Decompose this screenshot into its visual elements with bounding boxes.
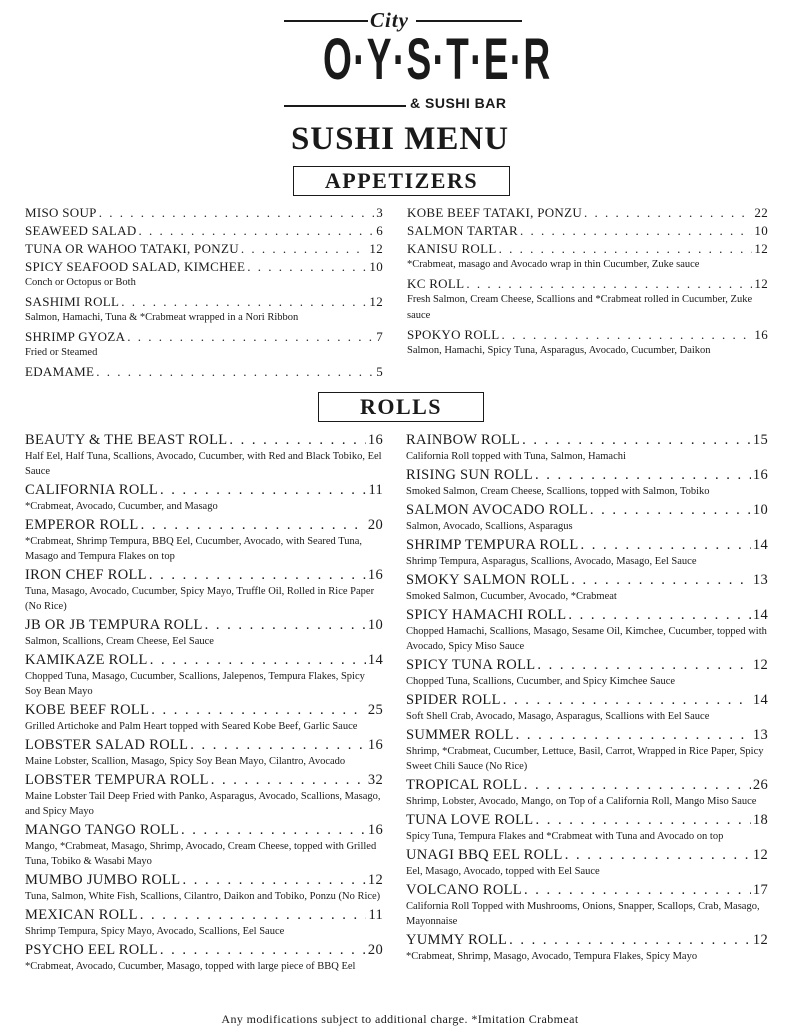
menu-item: [25, 617, 383, 649]
menu-item-price: 16: [754, 327, 768, 342]
menu-item-name: YUMMY ROLL: [406, 932, 508, 948]
menu-item-name: TUNA OR WAHOO TATAKI, PONZU: [25, 241, 239, 256]
menu-item-name: MEXICAN ROLL: [25, 907, 138, 923]
rolls-heading: ROLLS: [318, 392, 484, 422]
menu-item-price: 20: [367, 942, 383, 958]
menu-item-line: [25, 822, 383, 839]
menu-item-line: [25, 482, 383, 499]
menu-item-line: [25, 772, 383, 789]
menu-item-price: 12: [367, 872, 383, 888]
menu-item-price: 16: [367, 822, 383, 838]
menu-item-line: [25, 702, 383, 719]
menu-item-line: [406, 537, 768, 554]
logo-oyster-text: O·Y·S·T·E·R: [323, 27, 552, 92]
dot-leader: [522, 432, 751, 449]
menu-item-name: PSYCHO EEL ROLL: [25, 942, 158, 958]
menu-item: [25, 702, 383, 734]
dot-leader: [535, 812, 750, 829]
dot-leader: [466, 276, 752, 292]
menu-item-description: Fresh Salmon, Cream Cheese, Scallions and *Crabmeat rolled in Cucumber, Zuke sauce: [407, 294, 753, 321]
menu-item-price: 12: [369, 241, 383, 256]
menu-item-name: SPICY SEAFOOD SALAD, KIMCHEE: [25, 259, 246, 274]
menu-item: [25, 241, 383, 257]
dot-leader: [509, 932, 751, 949]
menu-item-description: *Crabmeat, Avocado, Cucumber, Masago, topped with large piece of BBQ Eel: [25, 961, 356, 972]
menu-item: [25, 294, 383, 326]
menu-item-line: [25, 737, 383, 754]
menu-item-name: MUMBO JUMBO ROLL: [25, 872, 181, 888]
dot-leader: [139, 223, 375, 239]
menu-item-description: Chopped Tuna, Masago, Cucumber, Scallions, Jalepenos, Tempura Flakes, Spicy Soy Bean Mayo: [25, 671, 365, 697]
menu-item: [406, 692, 768, 724]
menu-item-name: SHRIMP TEMPURA ROLL: [406, 537, 579, 553]
menu-item-line: [406, 572, 768, 589]
menu-item-line: [25, 617, 383, 634]
dot-leader: [516, 727, 751, 744]
menu-item-price: 10: [367, 617, 383, 633]
menu-item-price: 11: [368, 907, 383, 923]
menu-item-line: [406, 932, 768, 949]
menu-item-description: California Roll topped with Tuna, Salmon, Hamachi: [406, 451, 626, 462]
dot-leader: [503, 692, 751, 709]
dot-leader: [229, 432, 366, 449]
menu-item-name: KANISU ROLL: [407, 241, 497, 256]
menu-item-name: EDAMAME: [25, 364, 95, 379]
menu-item-price: 14: [752, 692, 768, 708]
menu-item: [407, 223, 768, 239]
menu-item: [407, 276, 768, 324]
menu-item-line: [25, 652, 383, 669]
menu-item-line: [25, 872, 383, 889]
dot-leader: [590, 502, 751, 519]
menu-item-price: 11: [368, 482, 383, 498]
menu-item-line: [406, 432, 768, 449]
menu-item-line: [406, 882, 768, 899]
menu-item-name: SASHIMI ROLL: [25, 294, 120, 309]
menu-item-description: Smoked Salmon, Cream Cheese, Scallions, topped with Salmon, Tobiko: [406, 486, 710, 497]
menu-item-name: SMOKY SALMON ROLL: [406, 572, 570, 588]
menu-item-description: Maine Lobster Tail Deep Fried with Panko, Asparagus, Avocado, Scallions, Masago, and Spicy Mayo: [25, 791, 381, 817]
menu-item-line: [406, 692, 768, 709]
menu-item-description: Soft Shell Crab, Avocado, Masago, Asparagus, Scallions with Eel Sauce: [406, 711, 710, 722]
menu-item-line: [406, 812, 768, 829]
menu-item-name: UNAGI BBQ EEL ROLL: [406, 847, 563, 863]
dot-leader: [140, 907, 367, 924]
menu-item-price: 13: [752, 727, 768, 743]
menu-item-description: Chopped Tuna, Scallions, Cucumber, and Spicy Kimchee Sauce: [406, 676, 676, 687]
dot-leader: [241, 241, 367, 257]
menu-item: [406, 537, 768, 569]
menu-item-name: SALMON TARTAR: [407, 223, 518, 238]
menu-item-price: 18: [752, 812, 768, 828]
menu-item-line: [25, 294, 383, 310]
menu-item-price: 5: [376, 364, 383, 379]
menu-item: [406, 812, 768, 844]
menu-item-name: KC ROLL: [407, 276, 465, 291]
menu-item-price: 12: [754, 276, 768, 291]
menu-item: [406, 657, 768, 689]
menu-item-price: 12: [752, 932, 768, 948]
city-oyster-logo: [278, 6, 552, 114]
menu-item-description: Conch or Octopus or Both: [25, 277, 136, 288]
menu-item-line: [25, 205, 383, 221]
menu-item-price: 26: [752, 777, 768, 793]
menu-item-name: JB OR JB TEMPURA ROLL: [25, 617, 203, 633]
menu-item: [25, 872, 383, 904]
menu-item-name: KOBE BEEF TATAKI, PONZU: [407, 205, 583, 220]
menu-item-price: 14: [752, 607, 768, 623]
dot-leader: [182, 872, 365, 889]
dot-leader: [537, 657, 751, 674]
menu-item-name: SHRIMP GYOZA: [25, 329, 126, 344]
menu-item-line: [407, 223, 768, 239]
menu-item-description: Fried or Steamed: [25, 347, 98, 358]
menu-item-description: Salmon, Scallions, Cream Cheese, Eel Sauce: [25, 636, 214, 647]
menu-item-description: *Crabmeat, masago and Avocado wrap in thin Cucumber, Zuke sauce: [407, 259, 700, 270]
menu-item-line: [406, 777, 768, 794]
menu-item-name: SPICY HAMACHI ROLL: [406, 607, 567, 623]
menu-item: [406, 777, 768, 809]
appetizers-heading: APPETIZERS: [293, 166, 510, 196]
menu-item-name: SPICY TUNA ROLL: [406, 657, 536, 673]
menu-item-name: MISO SOUP: [25, 205, 97, 220]
menu-item-price: 14: [367, 652, 383, 668]
menu-item-description: Chopped Hamachi, Scallions, Masago, Sesame Oil, Kimchee, Cucumber, topped with Avocado, Spicy Miso Sauce: [406, 626, 767, 652]
menu-item-line: [407, 241, 768, 257]
menu-item-name: RISING SUN ROLL: [406, 467, 533, 483]
menu-item-line: [25, 259, 383, 275]
dot-leader: [160, 482, 366, 499]
menu-item: [25, 517, 383, 564]
menu-item-line: [25, 567, 383, 584]
menu-item-name: RAINBOW ROLL: [406, 432, 521, 448]
menu-item-line: [25, 223, 383, 239]
menu-item: [406, 502, 768, 534]
menu-item-line: [406, 467, 768, 484]
menu-item-description: Salmon, Hamachi, Tuna & *Crabmeat wrapped in a Nori Ribbon: [25, 312, 299, 323]
menu-item-price: 10: [754, 223, 768, 238]
menu-item-line: [407, 327, 768, 343]
dot-leader: [127, 329, 374, 345]
menu-item-price: 10: [752, 502, 768, 518]
menu-item-price: 17: [752, 882, 768, 898]
menu-item: [25, 432, 383, 479]
menu-item-line: [25, 517, 383, 534]
menu-item-price: 12: [752, 657, 768, 673]
dot-leader: [141, 517, 366, 534]
dot-leader: [584, 205, 752, 221]
menu-item: [407, 327, 768, 359]
logo-city-text: City: [370, 8, 409, 32]
menu-item-name: VOLCANO ROLL: [406, 882, 522, 898]
menu-item-price: 16: [367, 737, 383, 753]
dot-leader: [150, 652, 366, 669]
menu-item-name: TROPICAL ROLL: [406, 777, 522, 793]
menu-item: [25, 652, 383, 699]
menu-item-description: Salmon, Avocado, Scallions, Asparagus: [406, 521, 573, 532]
menu-item-name: TUNA LOVE ROLL: [406, 812, 534, 828]
appetizers-left-column: [25, 205, 383, 382]
menu-item-line: [406, 607, 768, 624]
dot-leader: [524, 882, 751, 899]
dot-leader: [151, 702, 366, 719]
logo-sushi-bar-text: & SUSHI BAR: [410, 95, 507, 111]
menu-item-description: Smoked Salmon, Cucumber, Avocado, *Crabmeat: [406, 591, 617, 602]
menu-item-price: 12: [369, 294, 383, 309]
dot-leader: [568, 607, 751, 624]
menu-item-description: *Crabmeat, Shrimp Tempura, BBQ Eel, Cucumber, Avocado, with Seared Tuna, Masago and Tempura Flakes on top: [25, 536, 363, 562]
menu-item-name: IRON CHEF ROLL: [25, 567, 147, 583]
menu-item: [406, 882, 768, 929]
menu-item: [25, 567, 383, 614]
menu-item-price: 6: [376, 223, 383, 238]
menu-item-line: [25, 329, 383, 345]
menu-item-name: CALIFORNIA ROLL: [25, 482, 158, 498]
menu-item-description: Spicy Tuna, Tempura Flakes and *Crabmeat with Tuna and Avocado on top: [406, 831, 724, 842]
dot-leader: [535, 467, 751, 484]
menu-item-price: 3: [376, 205, 383, 220]
menu-item: [406, 572, 768, 604]
menu-item-description: *Crabmeat, Avocado, Cucumber, and Masago: [25, 501, 218, 512]
menu-item-description: Eel, Masago, Avocado, topped with Eel Sauce: [406, 866, 600, 877]
dot-leader: [149, 567, 366, 584]
menu-item-name: BEAUTY & THE BEAST ROLL: [25, 432, 228, 448]
menu-item-description: Shrimp, *Crabmeat, Cucumber, Lettuce, Basil, Carrot, Wrapped in Rice Paper, Spicy Sweet Chili Sauce (No Rice): [406, 746, 764, 772]
menu-item-description: Mango, *Crabmeat, Masago, Shrimp, Avocado, Cream Cheese, topped with Grilled Tuna, Tobiko & Wasabi Mayo: [25, 841, 377, 867]
menu-item-name: SALMON AVOCADO ROLL: [406, 502, 588, 518]
menu-item-description: Shrimp, Lobster, Avocado, Mango, on Top of a California Roll, Mango Miso Sauce: [406, 796, 757, 807]
appetizers-right-column: [407, 205, 768, 362]
dot-leader: [499, 241, 753, 257]
menu-item-price: 16: [752, 467, 768, 483]
menu-item-price: 10: [369, 259, 383, 274]
menu-item: [25, 364, 383, 380]
dot-leader: [181, 822, 366, 839]
menu-item-description: Shrimp Tempura, Spicy Mayo, Avocado, Scallions, Eel Sauce: [25, 926, 285, 937]
menu-item-description: Maine Lobster, Scallion, Masago, Spicy Soy Bean Mayo, Cilantro, Avocado: [25, 756, 346, 767]
dot-leader: [121, 294, 367, 310]
dot-leader: [571, 572, 751, 589]
menu-item-price: 16: [367, 432, 383, 448]
menu-item-line: [25, 364, 383, 380]
dot-leader: [520, 223, 752, 239]
menu-item-price: 7: [376, 329, 383, 344]
menu-item: [406, 607, 768, 654]
menu-item-name: SUMMER ROLL: [406, 727, 514, 743]
menu-item: [25, 482, 383, 514]
menu-item-description: California Roll Topped with Mushrooms, Onions, Snapper, Scallops, Crab, Masago, Mayonnaise: [406, 901, 760, 927]
menu-item-price: 12: [752, 847, 768, 863]
dot-leader: [99, 205, 374, 221]
menu-item-description: Shrimp Tempura, Asparagus, Scallions, Avocado, Masago, Eel Sauce: [406, 556, 697, 567]
menu-item-price: 14: [752, 537, 768, 553]
menu-item: [25, 737, 383, 769]
dot-leader: [581, 537, 751, 554]
menu-item: [407, 241, 768, 273]
menu-item-description: Tuna, Masago, Avocado, Cucumber, Spicy Mayo, Truffle Oil, Rolled in Rice Paper (No Rice): [25, 586, 375, 612]
menu-item-line: [406, 847, 768, 864]
dot-leader: [190, 737, 366, 754]
menu-item-line: [407, 276, 768, 292]
dot-leader: [247, 259, 367, 275]
dot-leader: [205, 617, 366, 634]
dot-leader: [565, 847, 751, 864]
menu-item: [25, 223, 383, 239]
menu-item-line: [406, 502, 768, 519]
menu-item-name: EMPEROR ROLL: [25, 517, 139, 533]
menu-item-price: 20: [367, 517, 383, 533]
dot-leader: [502, 327, 753, 343]
menu-item-description: Half Eel, Half Tuna, Scallions, Avocado, Cucumber, with Red and Black Tobiko, Eel Sauce: [25, 451, 382, 477]
menu-item: [406, 467, 768, 499]
menu-item-name: LOBSTER TEMPURA ROLL: [25, 772, 209, 788]
menu-item-description: Tuna, Salmon, White Fish, Scallions, Cilantro, Daikon and Tobiko, Ponzu (No Rice): [25, 891, 381, 902]
menu-item-name: MANGO TANGO ROLL: [25, 822, 180, 838]
menu-item-line: [25, 942, 383, 959]
menu-item: [25, 259, 383, 291]
menu-item-line: [25, 432, 383, 449]
menu-item-line: [406, 727, 768, 744]
rolls-right-column: [406, 432, 768, 967]
menu-item-name: SPIDER ROLL: [406, 692, 501, 708]
menu-item: [25, 907, 383, 939]
menu-item-name: KAMIKAZE ROLL: [25, 652, 148, 668]
menu-title: SUSHI MENU: [290, 121, 510, 157]
menu-item: [406, 847, 768, 879]
menu-item: [25, 822, 383, 869]
menu-item-name: LOBSTER SALAD ROLL: [25, 737, 189, 753]
rolls-left-column: [25, 432, 383, 977]
menu-item-price: 13: [752, 572, 768, 588]
menu-item-name: SPOKYO ROLL: [407, 327, 500, 342]
menu-item: [25, 329, 383, 361]
dot-leader: [524, 777, 751, 794]
menu-item-description: *Crabmeat, Shrimp, Masago, Avocado, Tempura Flakes, Spicy Mayo: [406, 951, 698, 962]
menu-item: [406, 432, 768, 464]
menu-item-line: [407, 205, 768, 221]
menu-item-price: 15: [752, 432, 768, 448]
dot-leader: [96, 364, 374, 380]
menu-item: [25, 772, 383, 819]
menu-item: [25, 942, 383, 974]
menu-item: [406, 727, 768, 774]
menu-item-name: KOBE BEEF ROLL: [25, 702, 150, 718]
dot-leader: [160, 942, 366, 959]
menu-item-line: [406, 657, 768, 674]
menu-item-price: 16: [367, 567, 383, 583]
logo-rule-bottom: [284, 105, 406, 107]
menu-item-price: 25: [367, 702, 383, 718]
menu-item-line: [25, 907, 383, 924]
menu-item: [407, 205, 768, 221]
menu-item-name: SEAWEED SALAD: [25, 223, 137, 238]
menu-item-description: Salmon, Hamachi, Spicy Tuna, Asparagus, Avocado, Cucumber, Daikon: [407, 345, 711, 356]
menu-item-description: Grilled Artichoke and Palm Heart topped with Seared Kobe Beef, Garlic Sauce: [25, 721, 358, 732]
menu-item-price: 22: [754, 205, 768, 220]
menu-item-price: 32: [367, 772, 383, 788]
menu-item-line: [25, 241, 383, 257]
dot-leader: [211, 772, 366, 789]
menu-item: [406, 932, 768, 964]
menu-item-price: 12: [754, 241, 768, 256]
footnote: Any modifications subject to additional charge. *Imitation Crabmeat: [221, 1012, 579, 1026]
menu-item: [25, 205, 383, 221]
